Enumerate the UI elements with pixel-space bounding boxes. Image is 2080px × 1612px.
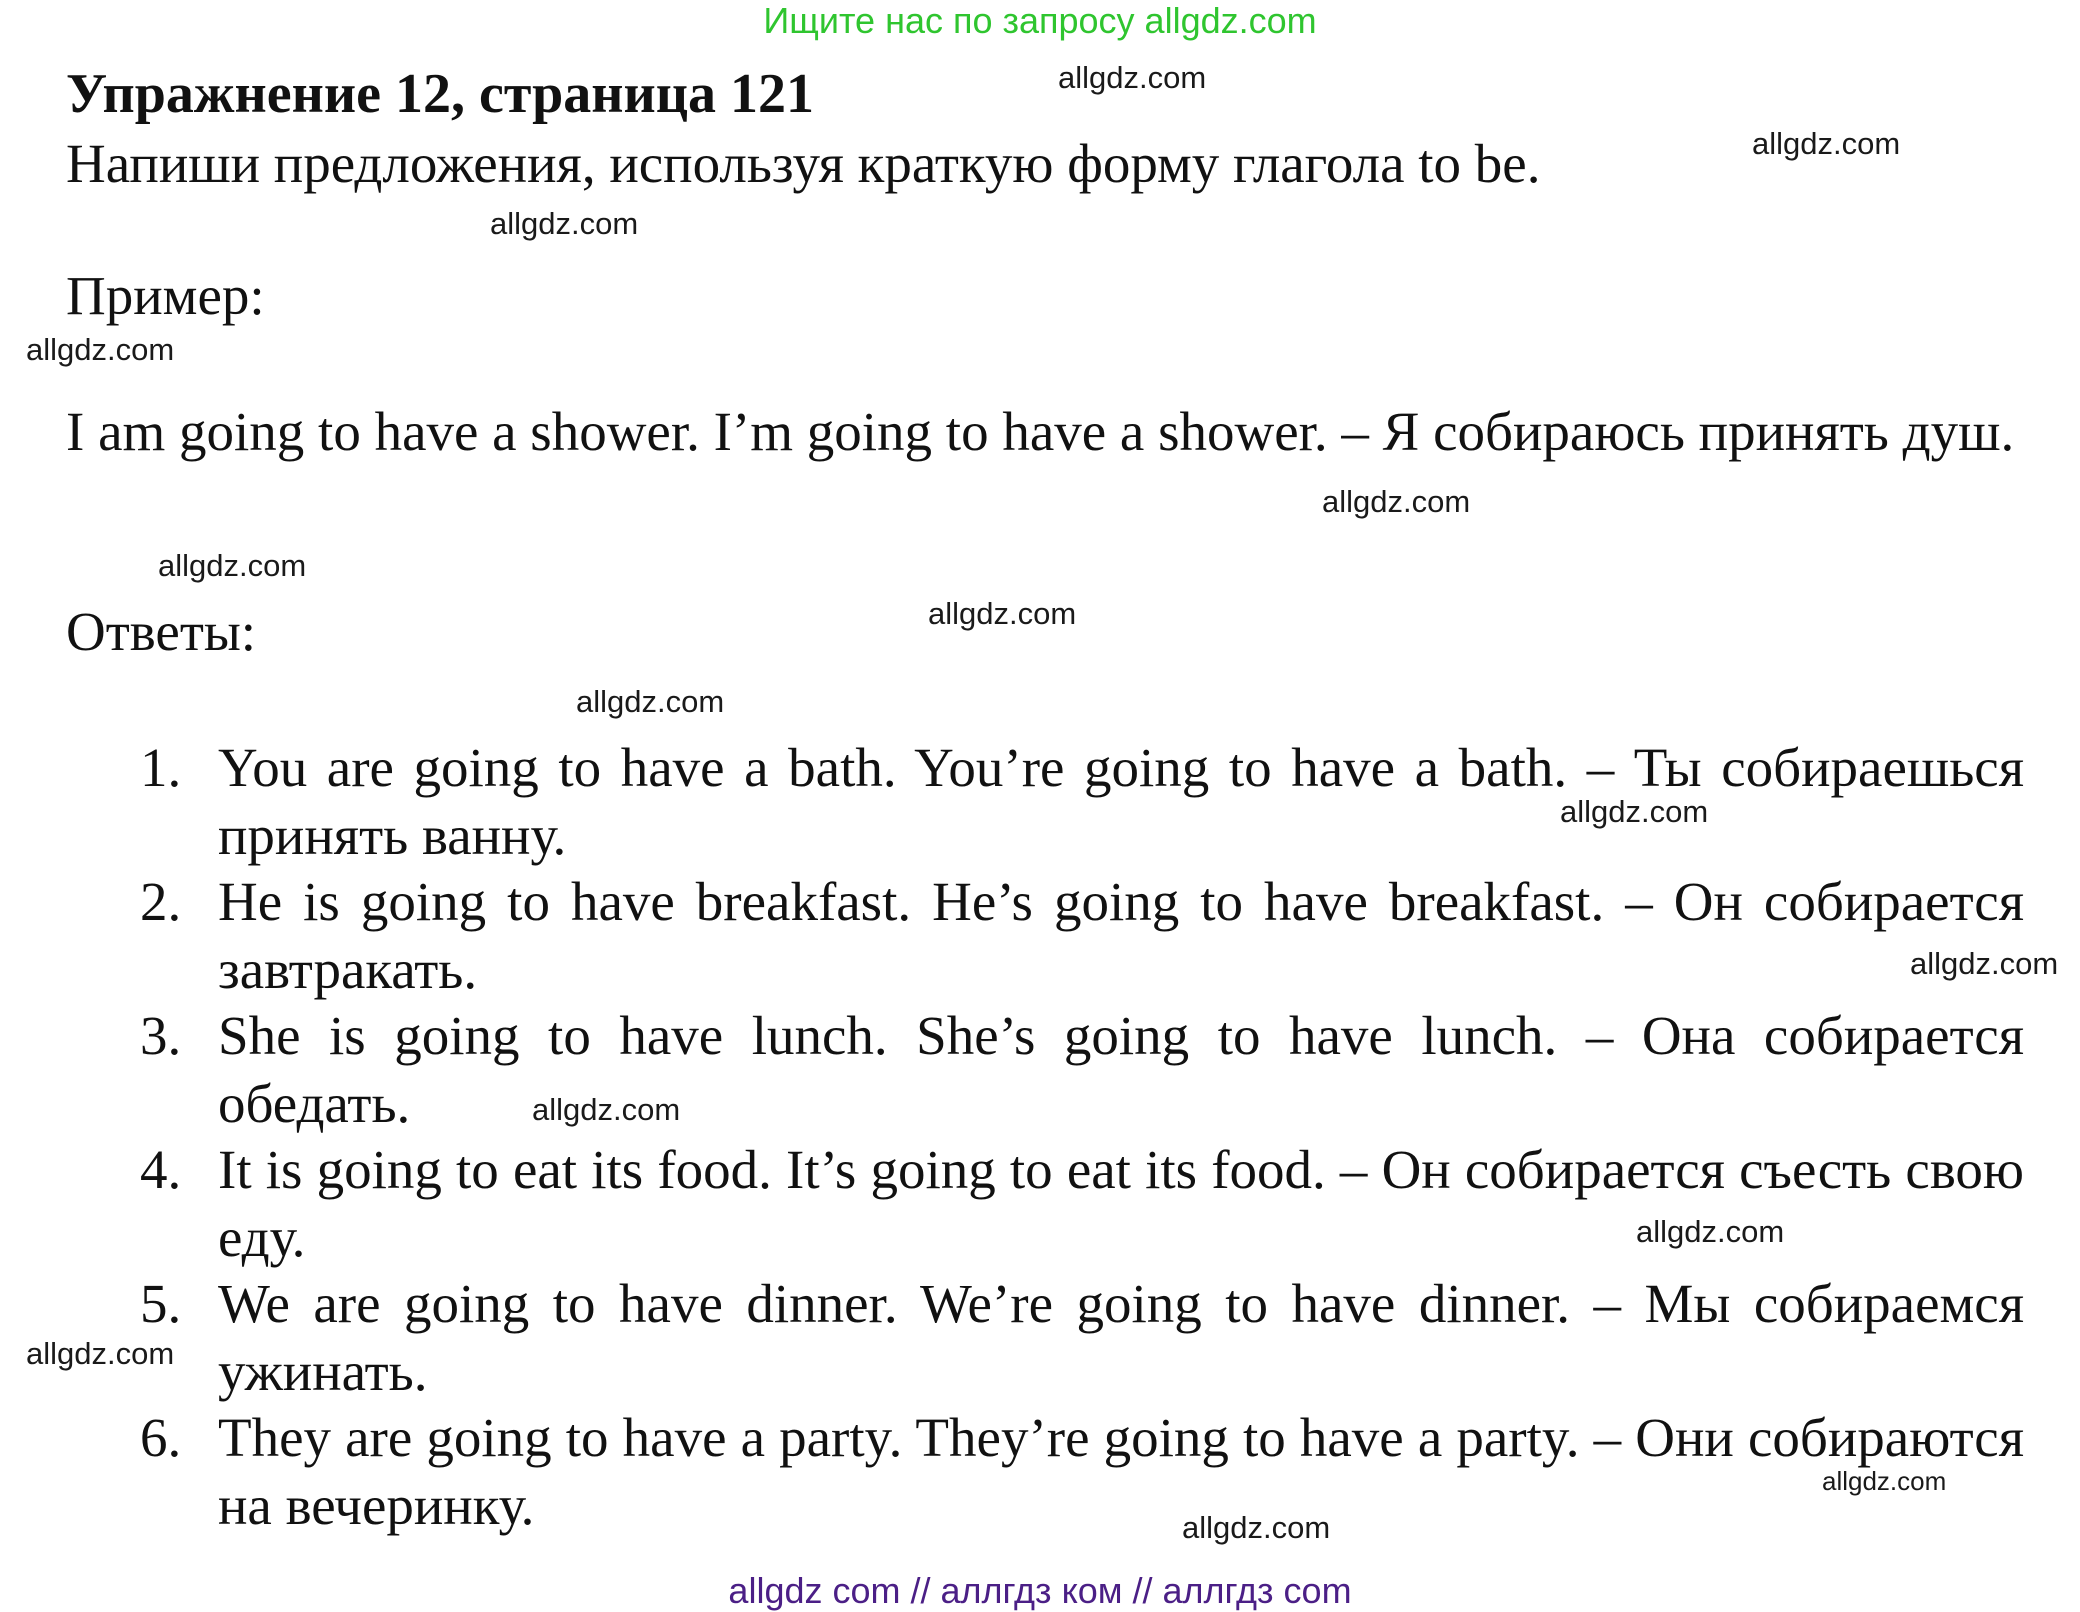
list-item-number: 4. (140, 1139, 182, 1200)
list-item-text: They are going to have a party. They’re going to have a party. – Они собираются на вечеринку. (218, 1407, 2024, 1536)
top-banner: Ищите нас по запросу allgdz.com (763, 0, 1317, 41)
list-item-text: You are going to have a bath. You’re going to have a bath. – Ты собираешься принять ванну. (218, 737, 2024, 866)
list-item-text: He is going to have breakfast. He’s going to have breakfast. – Он собирается завтракать. (218, 871, 2024, 1000)
footer-links: allgdz com // аллгдз ком // аллгдз com (728, 1570, 1352, 1611)
list-item-number: 6. (140, 1407, 182, 1468)
watermark: allgdz.com (1182, 1510, 1331, 1545)
answers-label: Ответы: (66, 601, 257, 662)
watermark: allgdz.com (532, 1092, 681, 1127)
example-text: I am going to have a shower. I’m going to have a shower. – Я собираюсь принять душ. (66, 401, 2015, 462)
list-item-text: It is going to eat its food. It’s going to eat its food. – Он собирается съесть свою еду. (218, 1139, 2024, 1268)
watermark: allgdz.com (1752, 126, 1901, 161)
watermark: allgdz.com (26, 1336, 175, 1371)
watermark: allgdz.com (1322, 484, 1471, 519)
watermark: allgdz.com (928, 596, 1077, 631)
list-item (0, 1270, 2080, 1404)
watermark: allgdz.com (1560, 794, 1709, 829)
list-item-number: 3. (140, 1005, 182, 1066)
list-item-text: We are going to have dinner. We’re going to have dinner. – Мы собираемся ужинать. (218, 1273, 2024, 1402)
watermark: allgdz.com (1058, 60, 1207, 95)
watermark: allgdz.com (576, 684, 725, 719)
exercise-title: Упражнение 12, страница 121 (66, 63, 815, 125)
list-item-text: She is going to have lunch. She’s going to have lunch. – Она собирается обедать. (218, 1005, 2024, 1134)
watermark: allgdz.com (158, 548, 307, 583)
list-item (0, 868, 2080, 1002)
list-item-number: 5. (140, 1273, 182, 1334)
list-item (0, 1404, 2080, 1538)
example-label: Пример: (66, 265, 265, 326)
watermark: allgdz.com (1910, 946, 2059, 981)
watermark: allgdz.com (1822, 1466, 1947, 1496)
list-item (0, 734, 2080, 868)
task-instruction: Напиши предложения, используя краткую форму глагола to be. (66, 133, 1541, 194)
list-item-number: 1. (140, 737, 182, 798)
watermark: allgdz.com (26, 332, 175, 367)
list-item-number: 2. (140, 871, 182, 932)
list-item (0, 1002, 2080, 1136)
watermark: allgdz.com (490, 206, 639, 241)
watermark: allgdz.com (1636, 1214, 1785, 1249)
